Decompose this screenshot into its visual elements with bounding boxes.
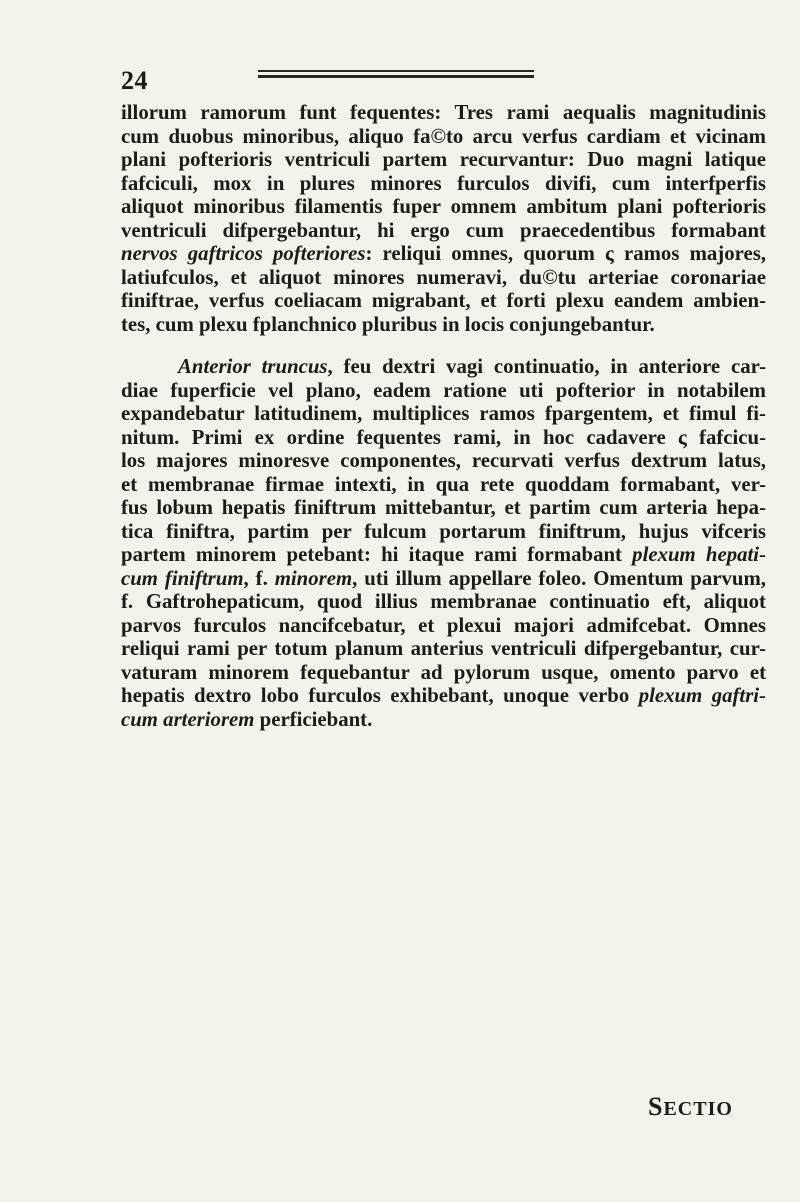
- italic-term: plexum hepati-: [632, 543, 766, 566]
- text-line: [121, 379, 766, 403]
- text-segment: , f.: [243, 566, 275, 590]
- text-segment: hepatis dextro lobo furculos exhibebant, unoque verbo: [121, 684, 639, 707]
- text-segment: tica finiftra, partim per fulcum portarum finiftrum, hujus vifceris: [121, 519, 766, 543]
- text-segment: reliqui rami per totum planum anterius ventriculi difpergebantur, cur-: [121, 637, 766, 660]
- text-line: [121, 614, 766, 638]
- text-segment: aliquot minoribus filamentis fuper omnem ambitum plani pofterioris: [121, 195, 766, 218]
- text-line: [121, 101, 766, 125]
- text-segment: expandebatur latitudinem, multiplices ramos fpargentem, et fimul fi-: [121, 402, 766, 425]
- text-segment: , feu dextri vagi continuatio, in anteriore car-: [327, 355, 767, 378]
- text-segment: : reliqui omnes, quorum ς ramos majores,: [365, 242, 766, 265]
- body-text: [121, 101, 766, 731]
- text-line: [121, 242, 766, 266]
- header-rule: [258, 70, 534, 81]
- text-segment: diae fuperficie vel plano, eadem ratione uti pofterior in notabilem: [121, 378, 766, 402]
- text-segment: nitum. Primi ex ordine fequentes rami, in hoc cadavere ς fafcicu-: [121, 425, 766, 449]
- italic-term: cum finiftrum: [121, 566, 244, 590]
- text-segment: tes, cum plexu fplanchnico pluribus in locis conjungebantur.: [121, 312, 655, 336]
- text-line: [121, 449, 766, 473]
- text-line: [121, 496, 766, 520]
- catchword: SECTIO: [648, 1092, 733, 1121]
- text-line: [121, 543, 766, 567]
- text-line: [121, 426, 766, 450]
- text-line: [121, 520, 766, 544]
- text-line: [121, 148, 766, 172]
- text-segment: plani pofterioris ventriculi partem recurvantur: Duo magni latique: [121, 148, 766, 171]
- text-line: [121, 661, 766, 685]
- italic-term: plexum gaftri-: [638, 684, 767, 707]
- italic-term: minorem: [274, 566, 353, 590]
- text-segment: ventriculi difpergebantur, hi ergo cum praecedentibus formabant: [121, 218, 766, 242]
- text-segment: fafciculi, mox in plures minores furculos divifi, cum interfperfis: [121, 171, 766, 195]
- text-segment: fus lobum hepatis finiftrum mittebantur, et partim cum arteria hepa-: [121, 496, 766, 519]
- text-segment: los majores minoresve componentes, recurvati verfus dextrum latus,: [121, 449, 766, 472]
- text-segment: partem minorem petebant: hi itaque rami formabant: [121, 543, 633, 566]
- text-line: [121, 219, 766, 243]
- paragraph-1: [121, 101, 766, 336]
- text-segment: et membranae firmae intexti, in qua rete quoddam formabant, ver-: [121, 472, 766, 496]
- text-line: [121, 313, 766, 337]
- text-line: [121, 266, 766, 290]
- text-segment: latiufculos, et aliquot minores numeravi, du©tu arteriae coronariae: [121, 265, 766, 289]
- italic-term: cum arteriorem: [121, 707, 255, 731]
- page-number: 24: [121, 66, 148, 95]
- text-segment: , uti illum appellare foleo. Omentum parvum,: [352, 566, 766, 590]
- paragraph-2: [121, 355, 766, 731]
- text-segment: f. Gaftrohepaticum, quod illius membranae continuatio eft, aliquot: [121, 590, 766, 613]
- text-segment: perficiebant.: [254, 707, 373, 731]
- text-line: [121, 125, 766, 149]
- text-segment: parvos furculos nancifcebatur, et plexui majori admifcebat. Omnes: [121, 613, 766, 637]
- text-line: [121, 637, 766, 661]
- text-line: [121, 708, 766, 732]
- text-segment: vaturam minorem fequebantur ad pylorum usque, omento parvo et: [121, 660, 766, 684]
- text-line: [121, 590, 766, 614]
- italic-term: nervos gaftricos pofteriores: [121, 242, 366, 265]
- text-line: [121, 567, 766, 591]
- text-segment: cum duobus minoribus, aliquo fa©to arcu verfus cardiam et vicinam: [121, 124, 766, 148]
- text-line: [121, 289, 766, 313]
- text-segment: finiftrae, verfus coeliacam migrabant, et forti plexu eandem ambien-: [121, 289, 766, 312]
- text-line: [121, 355, 766, 379]
- text-segment: illorum ramorum funt fequentes: Tres rami aequalis magnitudinis: [121, 101, 766, 124]
- text-line: [121, 402, 766, 426]
- text-line: [121, 473, 766, 497]
- text-line: [121, 195, 766, 219]
- italic-term: Anterior truncus: [178, 355, 328, 378]
- text-line: [121, 172, 766, 196]
- text-line: [121, 684, 766, 708]
